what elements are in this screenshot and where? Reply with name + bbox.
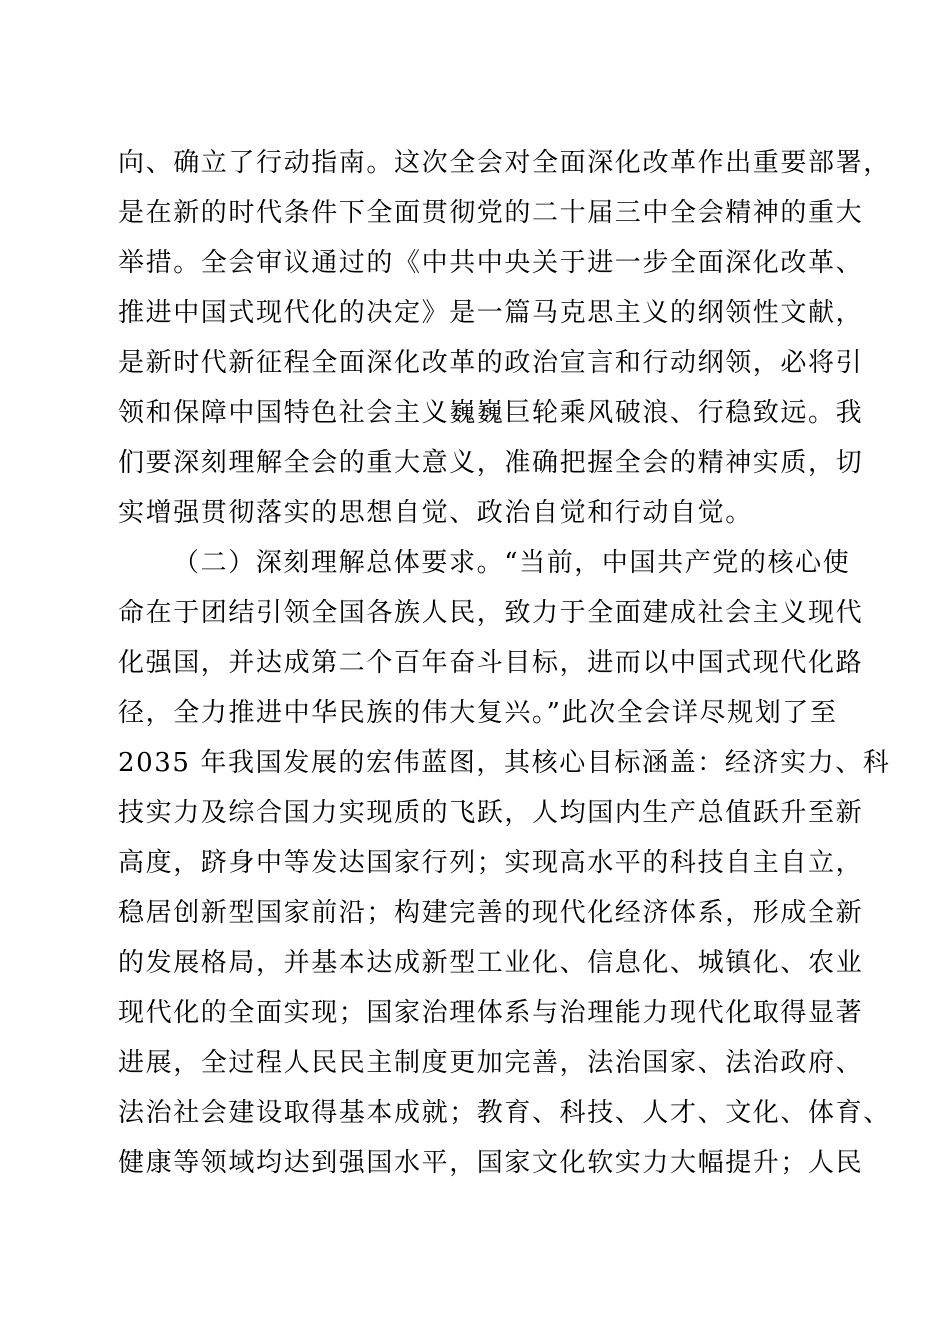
text-line: 法治社会建设取得基本成就；教育、科技、人才、文化、体育、: [118, 1098, 891, 1128]
text-line: 的发展格局，并基本达成新型工业化、信息化、城镇化、农业: [118, 948, 864, 978]
text-line: 是在新的时代条件下全面贯彻党的二十届三中全会精神的重大: [118, 198, 864, 228]
body-text: [118, 138, 891, 1188]
section-heading-line: （二）深刻理解总体要求。“当前，中国共产党的核心使: [173, 548, 851, 578]
text-line: 高度，跻身中等发达国家行列；实现高水平的科技自主自立，: [118, 848, 864, 878]
text-line: 领和保障中国特色社会主义巍巍巨轮乘风破浪、行稳致远。我: [118, 398, 864, 428]
text-line: 命在于团结引领全国各族人民，致力于全面建成社会主义现代: [118, 598, 864, 628]
text-line: 稳居创新型国家前沿；构建完善的现代化经济体系，形成全新: [118, 898, 864, 928]
text-line: 向、确立了行动指南。这次全会对全面深化改革作出重要部署，: [118, 148, 891, 178]
text-line: 径，全力推进中华民族的伟大复兴。”此次全会详尽规划了至: [118, 698, 838, 728]
text-line: 技实力及综合国力实现质的飞跃，人均国内生产总值跃升至新: [118, 798, 864, 828]
text-line: 健康等领域均达到强国水平，国家文化软实力大幅提升；人民: [118, 1148, 864, 1178]
text-line: 推进中国式现代化的决定》是一篇马克思主义的纲领性文献，: [118, 298, 864, 328]
text-line: 举措。全会审议通过的《中共中央关于进一步全面深化改革、: [118, 248, 864, 278]
text-line: 现代化的全面实现；国家治理体系与治理能力现代化取得显著: [118, 998, 864, 1028]
text-line: 实增强贯彻落实的思想自觉、政治自觉和行动自觉。: [118, 498, 753, 528]
text-line: 是新时代新征程全面深化改革的政治宣言和行动纲领，必将引: [118, 348, 864, 378]
text-line: 2035 年我国发展的宏伟蓝图，其核心目标涵盖：经济实力、科: [118, 748, 891, 778]
text-line: 们要深刻理解全会的重大意义，准确把握全会的精神实质，切: [118, 448, 864, 478]
text-line: 进展，全过程人民民主制度更加完善，法治国家、法治政府、: [118, 1048, 864, 1078]
text-line: 化强国，并达成第二个百年奋斗目标，进而以中国式现代化路: [118, 648, 864, 678]
